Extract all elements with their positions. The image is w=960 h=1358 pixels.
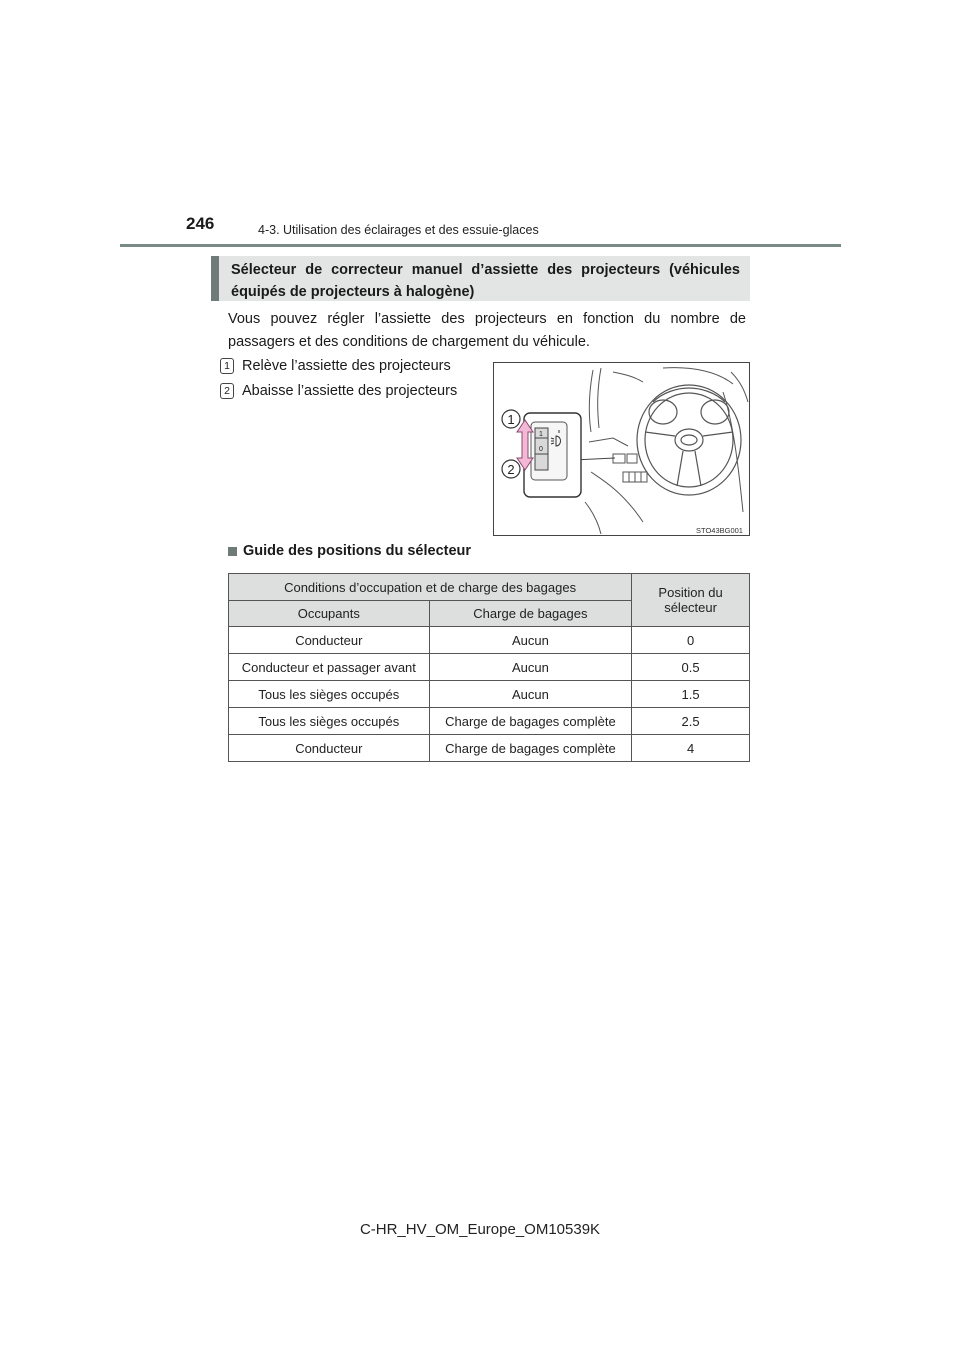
position-cell: 0.5 — [632, 654, 750, 681]
subheading — [228, 543, 471, 559]
luggage-cell: Charge de bagages complète — [429, 735, 632, 762]
occupants-cell: Conducteur — [229, 735, 430, 762]
footer-doc-id: C-HR_HV_OM_Europe_OM10539K — [359, 1221, 601, 1238]
position-cell: 4 — [632, 735, 750, 762]
figure-label-1: 1 — [507, 412, 515, 427]
selector-position-table — [228, 573, 750, 762]
dashboard-figure — [493, 362, 750, 536]
page-number: 246 — [186, 214, 215, 233]
table-row — [229, 654, 750, 681]
luggage-cell: Aucun — [429, 654, 632, 681]
square-bullet-icon — [228, 547, 237, 556]
callout-1 — [220, 358, 451, 374]
table-row — [229, 627, 750, 654]
callout-text: Abaisse l’assiette des projecteurs — [242, 383, 458, 399]
position-header: Position du sélecteur — [632, 574, 750, 627]
dial-mark-0: 0 — [539, 446, 543, 453]
header-rule — [120, 244, 841, 247]
occupants-cell: Tous les sièges occupés — [229, 681, 430, 708]
figure-code: STO43BG001 — [696, 526, 743, 535]
section-title: 4-3. Utilisation des éclairages et des essuie-glaces — [258, 223, 539, 237]
position-cell: 2.5 — [632, 708, 750, 735]
callout-number-badge: 2 — [220, 383, 234, 399]
group-header: Conditions d’occupation et de charge des bagages — [229, 574, 632, 601]
heading-box: Sélecteur de correcteur manuel d’assiette des projecteurs (véhicules équipés de projecteurs à halogène) — [211, 256, 750, 301]
subheading-text: Guide des positions du sélecteur — [243, 543, 472, 559]
intro-paragraph: Vous pouvez régler l’assiette des projecteurs en fonction du nombre de passagers et des conditions de chargement du véhicule. — [228, 311, 746, 350]
luggage-cell: Aucun — [429, 627, 632, 654]
luggage-cell: Aucun — [429, 681, 632, 708]
callout-number-badge: 1 — [220, 358, 234, 374]
dial-mark-1: 1 — [539, 431, 543, 438]
table-row — [229, 708, 750, 735]
occupants-cell: Conducteur et passager avant — [229, 654, 430, 681]
occupants-cell: Conducteur — [229, 627, 430, 654]
luggage-cell: Charge de bagages complète — [429, 708, 632, 735]
position-cell: 1.5 — [632, 681, 750, 708]
table-row — [229, 735, 750, 762]
table-row — [229, 681, 750, 708]
occupants-header: Occupants — [229, 601, 430, 627]
luggage-header: Charge de bagages — [429, 601, 632, 627]
figure-label-2: 2 — [507, 462, 515, 477]
occupants-cell: Tous les sièges occupés — [229, 708, 430, 735]
position-cell: 0 — [632, 627, 750, 654]
callout-text: Relève l’assiette des projecteurs — [242, 358, 451, 374]
callout-2 — [220, 383, 457, 399]
